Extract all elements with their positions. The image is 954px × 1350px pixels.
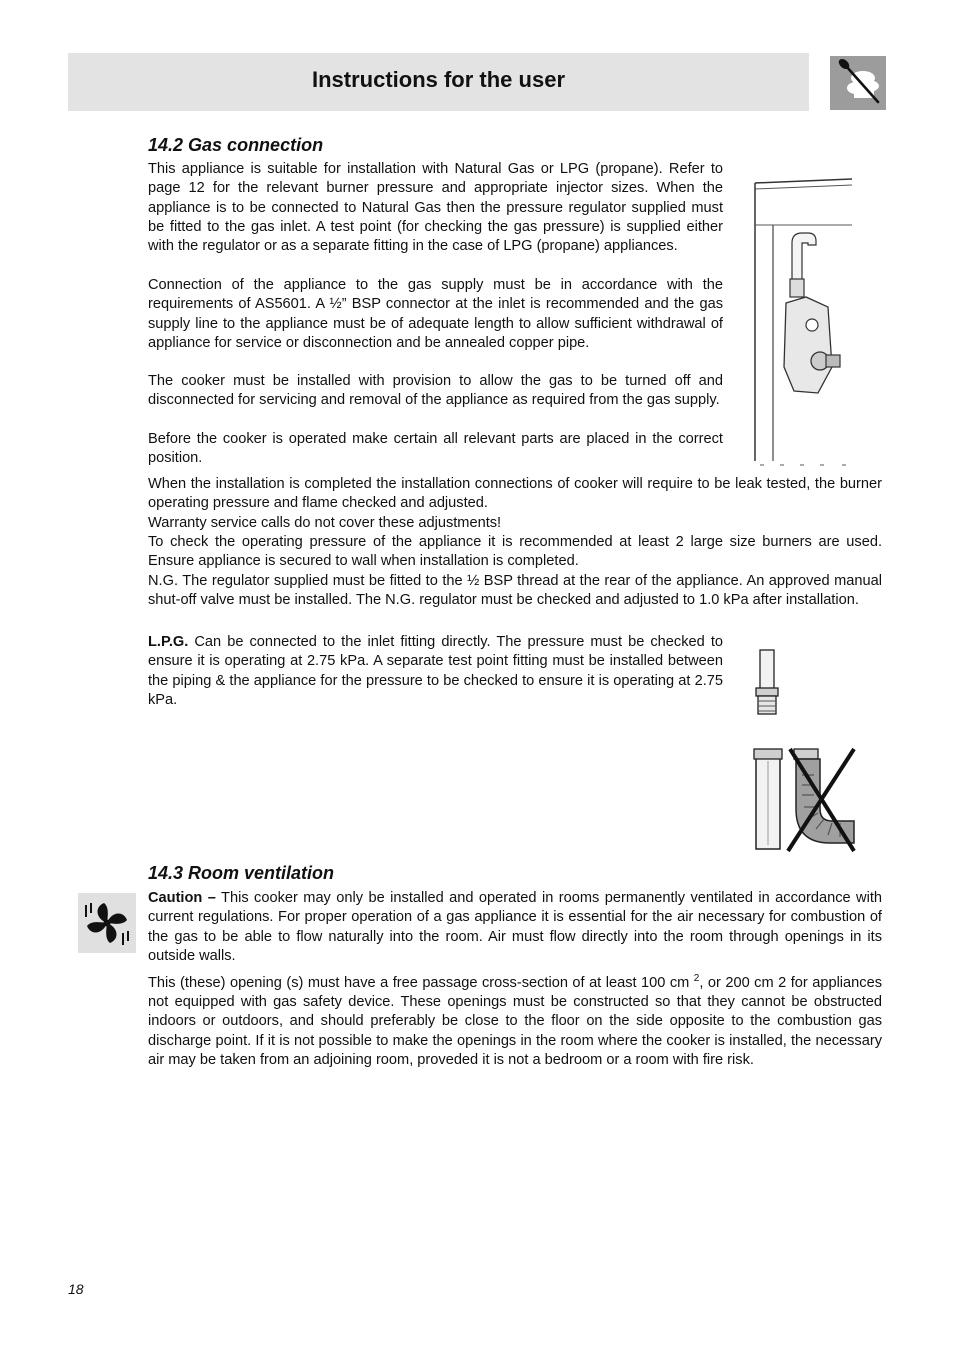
ventilation-fan-icon — [78, 893, 136, 953]
lpg-label: L.P.G. — [148, 634, 189, 650]
caution-label: Caution – — [148, 890, 216, 906]
header-title: Instructions for the user — [311, 67, 566, 92]
opening-superscript: 2 — [693, 973, 700, 984]
ventilation-caution-paragraph — [148, 889, 882, 966]
ventilation-opening-paragraph — [148, 969, 882, 1070]
opening-text-after: , or 200 cm 2 for appliances not equipped with gas safety device. These openings must be constructed so that they cannot be obstructed indoors or outdoors, and should preferably be close to the floor on the side opposite to the combustion gas discharge point. If it is not possible to make the openings in the room where the cooker is installed, the necessary air may be taken from an adjoining room, proveded it is not a bedroom or a room with fire risk. — [148, 974, 882, 1069]
page-header — [68, 53, 809, 111]
gas-paragraph-7: To check the operating pressure of the appliance it is recommended at least 2 large size burners are used. Ensure appliance is secured to wall when installation is completed. — [148, 534, 882, 570]
lpg-text: Can be connected to the inlet fitting directly. The pressure must be checked to ensure it is operating at 2.75 kPa. A separate test point fitting must be installed between the piping & the appliance for the pressure to be checked to ensure it is operating at 2.75 kPa. — [148, 634, 723, 708]
section-heading-room-ventilation: 14.3 Room ventilation — [148, 863, 335, 883]
chef-hat-spoon-icon — [830, 56, 886, 110]
gas-regulator-illustration — [750, 175, 862, 467]
section-heading-gas-connection: 14.2 Gas connection — [148, 135, 324, 155]
gas-paragraph-4: Before the cooker is operated make certain all relevant parts are placed in the correct position. — [148, 431, 723, 467]
gas-paragraph-5: When the installation is completed the installation connections of cooker will require to be leak tested, the burner operating pressure and flame checked and adjusted. — [148, 476, 882, 512]
lpg-paragraph — [148, 633, 723, 710]
gas-paragraph-6: Warranty service calls do not cover these adjustments! — [148, 515, 502, 531]
page-number: 18 — [68, 1281, 84, 1297]
gas-paragraph-2: Connection of the appliance to the gas supply must be in accordance with the requirements of AS5601. A ½” BSP connector at the inlet is recommended and the gas supply line to the appliance must be of adequate length to allow sufficient withdrawal of appliance for service or disconnection and be annealed copper pipe. — [148, 277, 723, 351]
opening-text-before: This (these) opening (s) must have a free passage cross-section of at least 100 cm — [148, 974, 694, 991]
caution-text: This cooker may only be installed and operated in rooms permanently ventilated in accordance with current regulations. For proper operation of a gas appliance it is essential for the air necessary for combustion of the gas to be able to flow naturally into the room. Air must flow directly into the room through openings in its outside walls. — [148, 890, 883, 964]
gas-paragraph-8: N.G. The regulator supplied must be fitted to the ½ BSP thread at the rear of the appliance. An approved manual shut-off valve must be installed. The N.G. regulator must be checked and adjusted to 1.0 kPa after installation. — [148, 573, 882, 609]
rigid-pipe-fitting-illustration — [750, 648, 790, 718]
gas-paragraph-3: The cooker must be installed with provision to allow the gas to be turned off and disconnected for servicing and removal of the appliance as required from the gas supply. — [148, 373, 723, 409]
gas-paragraph-1: This appliance is suitable for installation with Natural Gas or LPG (propane). Refer to page 12 for the relevant burner pressure and appropriate injector sizes. When the appliance is to be connected to Natural Gas then the pressure regulator supplied must be fitted to the gas inlet. A test point (for checking the gas pressure) is supplied either with the regulator or as a separate fitting in the case of LPG (propane) appliances. — [148, 161, 723, 255]
hose-bend-warning-illustration — [750, 745, 862, 855]
